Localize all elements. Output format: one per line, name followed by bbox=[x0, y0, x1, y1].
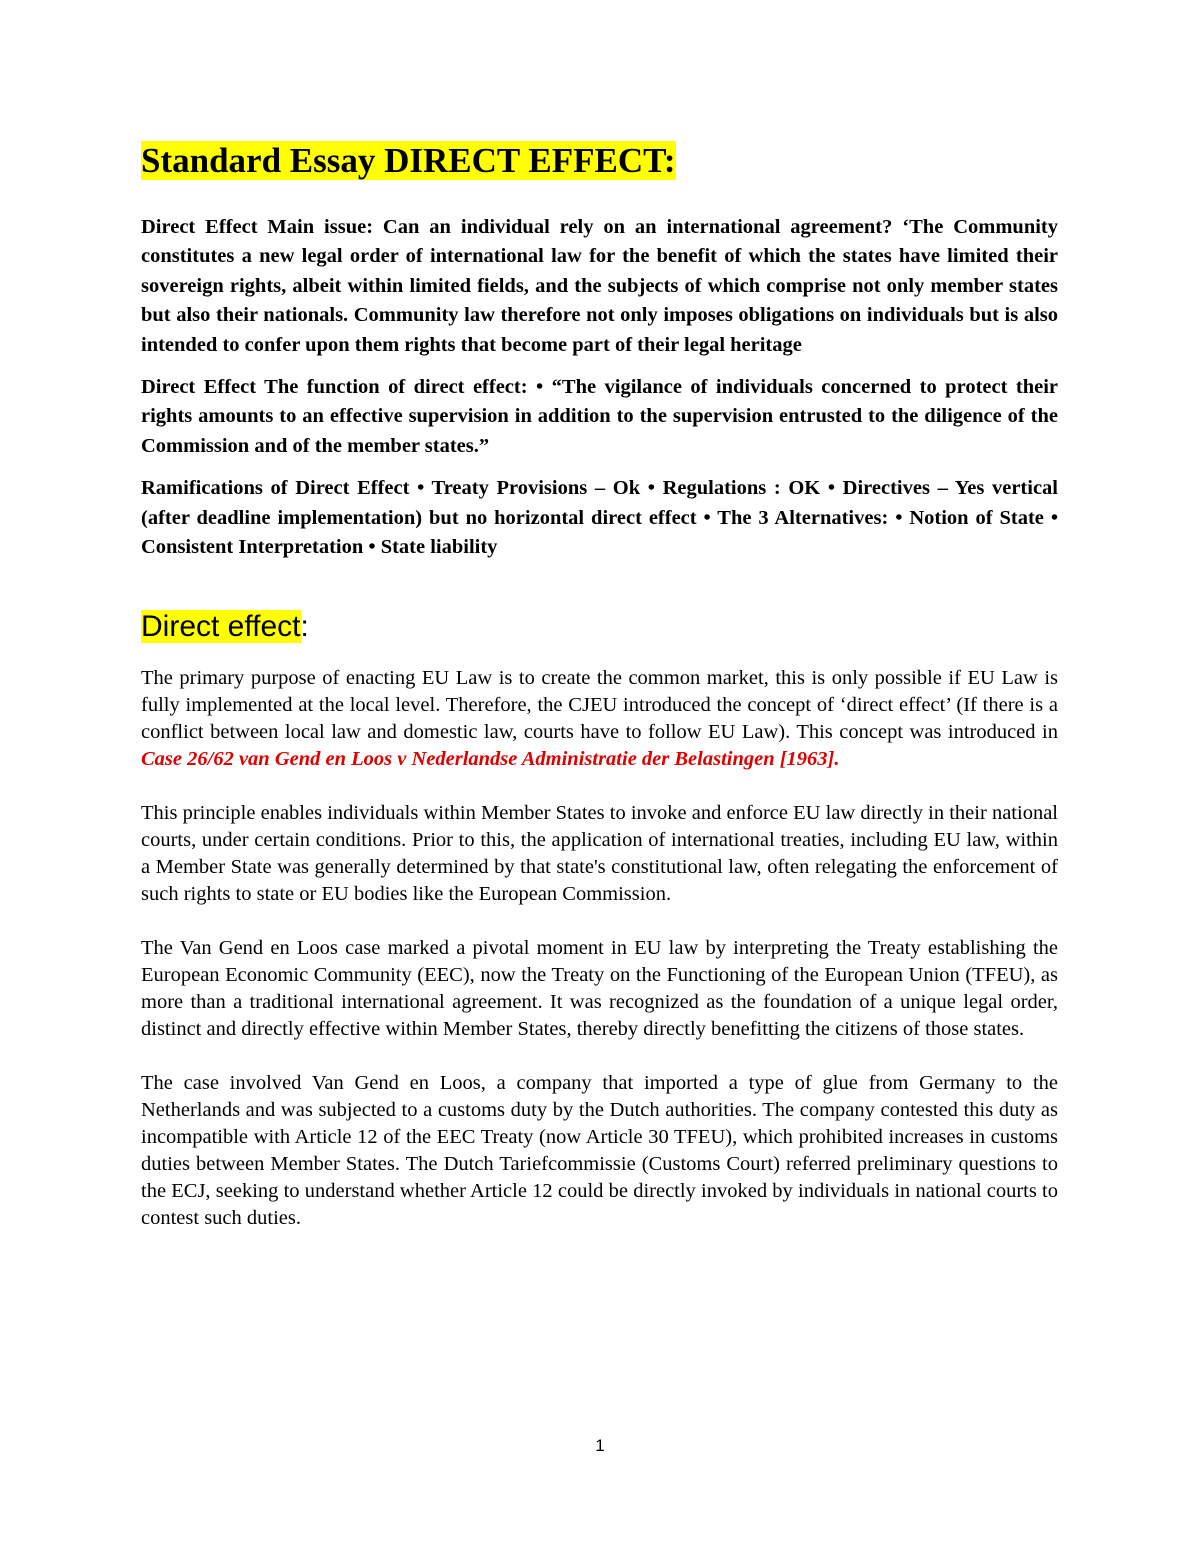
main-heading-text: Standard Essay DIRECT EFFECT bbox=[141, 141, 664, 180]
case-citation: Case 26/62 van Gend en Loos v Nederlandse Administratie der Belastingen [1963] bbox=[141, 748, 835, 771]
summary-paragraph-function: Direct Effect The function of direct effect: • “The vigilance of individuals concerned to protect their rights amounts to an effective supervision in addition to the supervision entrusted to the diligence of the Commission and of the member states.” bbox=[141, 376, 1058, 457]
section-heading-colon: : bbox=[300, 610, 309, 644]
main-heading-highlight bbox=[141, 141, 676, 180]
body-paragraph-principle: This principle enables individuals within Member States to invoke and enforce EU law directly in their national courts, under certain conditions. Prior to this, the application of international treaties, including EU law, within a Member State was generally determined by that state's constitutional law, often relegating the enforcement of such rights to state or EU bodies like the European Commission. bbox=[141, 802, 1058, 906]
case-citation-period: . bbox=[834, 748, 840, 771]
body-paragraph-case-facts: The case involved Van Gend en Loos, a company that imported a type of glue from Germany to the Netherlands and was subjected to a customs duty by the Dutch authorities. The company contested this duty as incompatible with Article 12 of the EEC Treaty (now Article 30 TFEU), which prohibited increases in customs duties between Member States. The Dutch Tariefcommissie (Customs Court) referred preliminary questions to the ECJ, seeking to understand whether Article 12 could be directly invoked by individuals in national courts to contest such duties. bbox=[141, 1072, 1058, 1230]
summary-paragraph-main-issue: Direct Effect Main issue: Can an individual rely on an international agreement? ‘The Community constitutes a new legal order of international law for the benefit of which the states have limited their sovereign rights, albeit within limited fields, and the subjects of which comprise not only member states but also their nationals. Community law therefore not only imposes obligations on individuals but is also intended to confer upon them rights that become part of their legal heritage bbox=[141, 216, 1058, 356]
main-heading bbox=[141, 140, 1058, 182]
page-content bbox=[141, 140, 1058, 1259]
body-paragraph-purpose-text: The primary purpose of enacting EU Law is to create the common market, this is only possible if EU Law is fully implemented at the local level. Therefore, the CJEU introduced the concept of ‘direct effect’ (If there is a conflict between local law and domestic law, courts have to follow EU Law). This concept was introduced in bbox=[141, 667, 1058, 744]
summary-paragraph-ramifications: Ramifications of Direct Effect • Treaty Provisions – Ok • Regulations : OK • Directives – Yes vertical (after deadline implementation) but no horizontal direct effect • The 3 Alternatives: • Notion of State • Consistent Interpretation • State liability bbox=[141, 477, 1058, 559]
section-heading-text: Direct effect bbox=[141, 610, 301, 644]
body-paragraph-van-gend: The Van Gend en Loos case marked a pivotal moment in EU law by interpreting the Treaty establishing the European Economic Community (EEC), now the Treaty on the Functioning of the European Union (TFEU), as more than a traditional international agreement. It was recognized as the foundation of a unique legal order, distinct and directly effective within Member States, thereby directly benefitting the citizens of those states. bbox=[141, 937, 1058, 1041]
main-heading-colon: : bbox=[663, 141, 676, 180]
page-number: 1 bbox=[595, 1436, 605, 1455]
body-paragraph-purpose bbox=[141, 665, 1058, 773]
section-heading bbox=[141, 609, 1058, 645]
